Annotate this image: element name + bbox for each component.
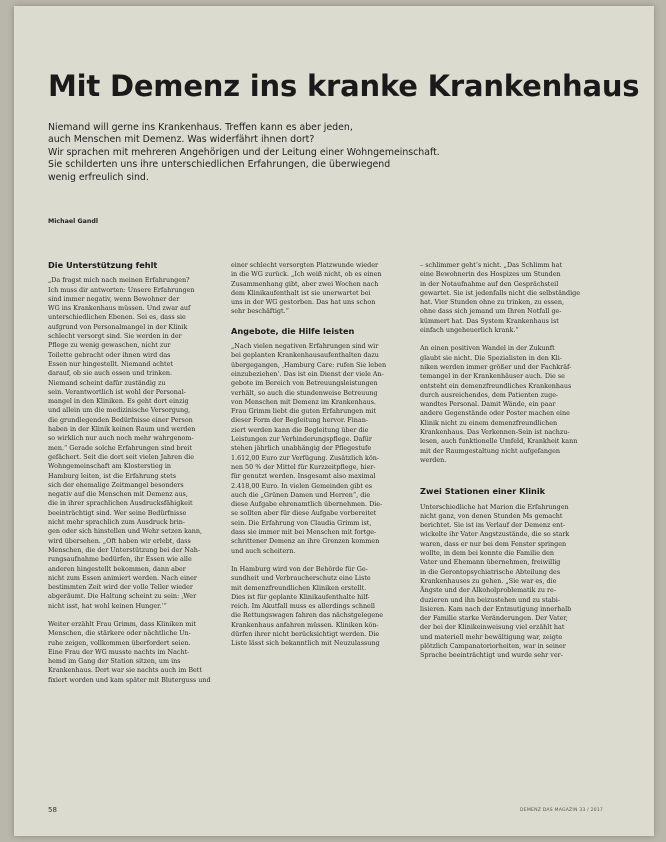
- article-line: abgeräumt. Die Haltung scheint zu sein: ‚Wer: [48, 592, 197, 601]
- article-line: Unterschiedliche hat Marion die Erfahrungen: [420, 502, 569, 511]
- article-line: Leistungen zur Verhinderungspflege. Dafür: [231, 435, 372, 444]
- article-line: „Nach vielen negativen Erfahrungen sind wir: [231, 342, 379, 351]
- article-line: einzubeziehen‘. Das ist ein Dienst der viele An-: [231, 369, 384, 378]
- article-line: sein. Verantwortlich ist wohl der Personal-: [48, 387, 186, 396]
- article-line: andere Gegenstände oder Poster machen eine: [420, 409, 570, 418]
- article-line: Weiter erzählt Frau Grimm, dass Kliniken mit: [48, 619, 196, 628]
- article-line: mit der Raumgestaltung nicht aufgefangen: [420, 446, 561, 455]
- intro-line: Wir sprachen mit mehreren Angehörigen und der Leitung einer Wohngemeinschaft.: [48, 146, 440, 158]
- article-line: sich der ehemalige Zeitmangel besonders: [48, 480, 184, 489]
- article-line: unterschiedlichen Ebenen. Sei es, dass sie: [48, 313, 186, 322]
- article-line: gebote im Bereich von Betreuungsleistungen: [231, 379, 378, 388]
- article-line: – schlimmer geht‘s nicht. „Das Schlimm hat: [420, 261, 563, 269]
- article-line: durch ausreichendes, dem Patienten zuge-: [420, 390, 559, 399]
- article-line: mangel in den Kliniken. Es geht dort einzig: [48, 397, 189, 406]
- article-line: fixiert worden und kam später mit Bluterguss und: [48, 675, 211, 684]
- article-paragraph: [231, 342, 405, 556]
- article-line: nen 50 % der Mittel für Kurzzeitpflege, hier-: [231, 462, 376, 471]
- article-line: Sprache beeinträchtigt und wurde sehr ver-: [420, 651, 563, 660]
- article-line: gewartet. Sie ist jedenfalls nicht die selbständige: [420, 288, 581, 297]
- article-line: mit demenzfreundlichen Kliniken erstellt.: [231, 583, 367, 592]
- article-line: bei geplanten Krankenhausaufenthalten dazu: [231, 351, 379, 360]
- article-line: so wirklich nur auch noch mehr wahrgenom-: [48, 434, 194, 443]
- section-heading: Die Unterstützung fehlt: [48, 260, 158, 270]
- article-paragraph: [231, 565, 405, 649]
- article-line: plötzlich Campanatoriorheiten, war in seiner: [420, 641, 566, 650]
- article-line: der bei der Klinikeinweisung viel erzählt hat: [420, 623, 565, 632]
- article-line: gefächert. Seit die dort seit vielen Jahren die: [48, 452, 195, 461]
- article-line: wollte, in dem bei konnte die Familie den: [420, 549, 555, 558]
- article-line: sind immer negativ, wenn Bewohner der: [48, 294, 180, 303]
- article-line: uns in der WG gestorben. Das hat uns schon: [231, 298, 376, 307]
- article-paragraph: [48, 620, 222, 685]
- article-line: werden.: [420, 455, 447, 464]
- article-line: und materiell mehr bewältigung war, zeigte: [420, 632, 563, 641]
- article-line: Hamburg leiten, ist die Erfahrung stets: [48, 471, 176, 480]
- article-line: in der Notaufnahme auf den Gesprächsteil: [420, 279, 559, 288]
- article-line: hat. Vier Stunden ohne zu trinken, zu essen,: [420, 298, 564, 307]
- article-line: Ängste und der Alkoholproblematik zu re-: [420, 586, 556, 595]
- magazine-name: DEMENZ DAS MAGAZIN 33 / 2017: [520, 808, 604, 813]
- article-line: negativ auf die Menschen mit Demenz aus,: [48, 490, 188, 499]
- article-line: rungsaufnahme bedürfen, ihr Essen wie alle: [48, 555, 192, 564]
- article-line: Klinik nicht zu einem demenzfreundlichen: [420, 418, 558, 427]
- article-line: In Hamburg wird von der Behörde für Ge-: [231, 564, 368, 573]
- article-line: sundheit und Verbraucherschutz eine Liste: [231, 574, 371, 583]
- article-line: anderen hingestellt bekommen, dann aber: [48, 564, 186, 573]
- article-line: wandtes Personal. Damit Wände, ein paar: [420, 400, 556, 409]
- article-line: Ich muss dir antworten: Unsere Erfahrungen: [48, 285, 195, 294]
- article-line: Krankenhaus. Das Verkennen-Sein ist nachzu-: [420, 428, 570, 437]
- article-line: und auch scheitern.: [231, 546, 296, 555]
- intro-line: auch Menschen mit Demenz. Was widerfährt ihnen dort?: [48, 134, 315, 146]
- page-title: Mit Demenz ins kranke Krankenhaus: [48, 69, 640, 104]
- intro-paragraph: [48, 122, 548, 184]
- article-line: ruhe zeigen, vollkommen überfordert seien.: [48, 638, 191, 647]
- article-line: nicht isst, hat wohl keinen Hunger.‘“: [48, 601, 167, 610]
- article-line: Krankenhaus anfahren müssen. Kliniken kön-: [231, 620, 379, 629]
- article-line: waren, dass er nur bei dem Fenster springen: [420, 539, 567, 548]
- article-line: von Menschen mit Demenz im Krankenhaus.: [231, 397, 376, 406]
- article-column-2: [231, 261, 405, 658]
- article-line: berichtet. Sie ist im Verlauf der Demenz ent-: [420, 521, 566, 530]
- article-line: Zusammenhang gibt, aber zwei Wochen nach: [231, 279, 379, 288]
- intro-line: wenig erfreulich sind.: [48, 171, 149, 183]
- article-line: niken werden immer größer und der Fachkräf-: [420, 362, 572, 371]
- article-line: in die Gerontopsychiatrische Abteilung des: [420, 567, 561, 576]
- article-line: WG ins Krankenhaus müssen. Und zwar auf: [48, 304, 191, 313]
- article-line: nicht zum Essen animiert werden. Nach einer: [48, 573, 197, 582]
- article-line: Krankenhaus. Dort war sie nachts auch im Bett: [48, 666, 202, 675]
- article-line: kümmert hat. Das System Krankenhaus ist: [420, 316, 559, 325]
- article-line: darauf, ob sie auch essen und trinken.: [48, 369, 173, 378]
- article-line: hemd im Gang der Station sitzen, um ins: [48, 657, 181, 666]
- article-line: Niemand scheint dafür zuständig zu: [48, 378, 166, 387]
- article-line: verhält, so auch die stundenweise Betreuung: [231, 388, 378, 397]
- article-line: die Rettungswagen fahren das nächstgelegene: [231, 611, 384, 620]
- article-column-1: [48, 261, 222, 694]
- article-line: einfach ungeheuerlich krank.“: [420, 326, 519, 335]
- article-line: haben in der Klinik keinen Raum und werden: [48, 425, 196, 434]
- article-line: Eine Frau der WG musste nachts im Nacht-: [48, 647, 190, 656]
- article-line: lesen, auch funktionelle Umfeld, Krankheit kann: [420, 437, 578, 446]
- article-line: für genutzt werden. Insgesamt also maximal: [231, 472, 376, 481]
- article-line: 1.612,00 Euro zur Verfügung. Zusätzlich kön-: [231, 453, 379, 462]
- article-paragraph: [420, 261, 594, 335]
- article-line: bestimmten Zeit wird der volle Teller wieder: [48, 583, 193, 592]
- article-line: in die WG zurück. „Ich weiß nicht, ob es einen: [231, 270, 382, 279]
- article-paragraph: [420, 503, 594, 661]
- article-paragraph: [420, 344, 594, 465]
- article-line: Krankenhauses zu gehen. „Sie war es, die: [420, 576, 557, 585]
- article-line: Vater und Ehemann übernehmen, freiwillig: [420, 558, 561, 567]
- article-line: Liste lässt sich bekanntlich mit Neuzulassung: [231, 639, 380, 648]
- article-line: wickelte ihr Vater Angstzustände, die so stark: [420, 530, 570, 539]
- article-line: Dies ist für geplante Klinikaufenthalte hilf-: [231, 592, 370, 601]
- article-line: sehr beschäftigt.“: [231, 307, 289, 316]
- article-line: Toilette gebracht oder ihnen wird das: [48, 350, 171, 359]
- article-column-3: [420, 261, 594, 670]
- article-line: und allein um die medizinische Versorgung,: [48, 406, 191, 415]
- article-line: diese Aufgabe ehrenamtlich übernehmen. Die-: [231, 500, 383, 509]
- article-line: dem Klinikaufenthalt ist sie unerwartet bei: [231, 288, 371, 297]
- author-name: Michael Gandl: [48, 218, 99, 225]
- article-line: duzieren und ihn beizustehen und zu stabi-: [420, 595, 560, 604]
- article-line: se sollten aber für diese Aufgabe vorbereitet: [231, 509, 377, 518]
- article-line: der Familie starke Veränderungen. Der Vater,: [420, 614, 568, 623]
- article-line: gen oder sich hinstellen und Wehr setzen kann,: [48, 527, 203, 536]
- intro-line: Sie schilderten uns ihre unterschiedlichen Erfahrungen, die überwiegend: [48, 159, 391, 171]
- article-line: dass sie immer mit bei Menschen mit fortge-: [231, 528, 377, 537]
- article-line: die grundlegenden Bedürfnisse einer Person: [48, 415, 193, 424]
- article-line: sein. Die Erfahrung von Claudia Grimm ist,: [231, 518, 372, 527]
- article-line: dürfen ihrer nicht berücksichtigt werden. Die: [231, 629, 380, 638]
- article-line: schlecht versorgt sind. Sie werden in der: [48, 332, 182, 341]
- article-line: aufgrund von Personalmangel in der Klinik: [48, 322, 188, 331]
- article-line: men.“ Gerade solche Erfahrungen sind breit: [48, 443, 193, 452]
- section-heading: Angebote, die Hilfe leisten: [231, 325, 355, 336]
- article-line: entsteht ein demenzfreundliches Krankenhaus: [420, 381, 572, 390]
- article-line: ziert werden kann die Begleitung über die: [231, 425, 369, 434]
- article-line: nicht mehr sprachlich zum Ausdruck brin-: [48, 518, 186, 527]
- intro-line: Niemand will gerne ins Krankenhaus. Treffen kann es aber jeden,: [48, 122, 353, 133]
- article-line: Frau Grimm liebt die guten Erfahrungen mit: [231, 407, 377, 416]
- article-line: temangel in der Krankenhäuser auch. Die se: [420, 372, 565, 381]
- article-line: einer schlecht versorgten Platzwunde wieder: [231, 261, 379, 269]
- article-line: wird übersehen. „Oft haben wir erlebt, dass: [48, 536, 191, 545]
- article-line: eine Bewohnerin des Hospizes um Stunden: [420, 270, 561, 279]
- article-line: 2.418,00 Euro. In vielen Gemeinden gibt es: [231, 481, 372, 490]
- page-number: 58: [48, 806, 57, 814]
- article-paragraph: [231, 261, 405, 317]
- article-line: schrittener Demenz an ihre Grenzen kommen: [231, 537, 380, 546]
- article-line: Wohngemeinschaft am Klosterstieg in: [48, 462, 172, 471]
- article-line: nicht ganz, von denen Stunden Ms gemacht: [420, 511, 563, 520]
- magazine-page: [14, 6, 654, 836]
- article-line: lisieren. Kam nach der Entmutigung innerhalb: [420, 604, 572, 613]
- article-line: dieser Form der Begleitung hervor. Finan-: [231, 416, 368, 425]
- article-line: auch die „Grünen Damen und Herren“, die: [231, 490, 371, 499]
- article-line: Essen nur hingestellt. Niemand achtet: [48, 359, 173, 368]
- article-line: übergegangen, ‚Hamburg Care: rufen Sie leben: [231, 360, 387, 369]
- article-line: „Da fragst mich nach meinen Erfahrungen?: [48, 276, 190, 285]
- article-line: die in ihrer sprachlichen Ausdrucksfähigkeit: [48, 499, 193, 508]
- article-line: ohne dass sich jemand um Ihren Notfall ge-: [420, 307, 562, 316]
- article-line: stehen jährlich unabhängig der Pflegestufe: [231, 444, 372, 453]
- article-line: Menschen, die stärkere oder nächtliche Un-: [48, 629, 191, 638]
- article-line: Menschen, die der Unterstützung bei der Nah-: [48, 545, 201, 554]
- article-paragraph: [48, 276, 222, 611]
- article-line: glaubt sie nicht. Die Spezialisten in den Kli-: [420, 353, 562, 362]
- article-line: An einen positiven Wandel in der Zukunft: [420, 344, 555, 353]
- section-heading: Zwei Stationen einer Klinik: [420, 486, 546, 497]
- article-line: beeinträchtigt sind. Wer seine Bedürfnisse: [48, 508, 187, 517]
- article-line: Pflege zu wenig gewaschen, nicht zur: [48, 341, 171, 350]
- article-line: reich. Im Akutfall muss es allerdings schnell: [231, 602, 375, 611]
